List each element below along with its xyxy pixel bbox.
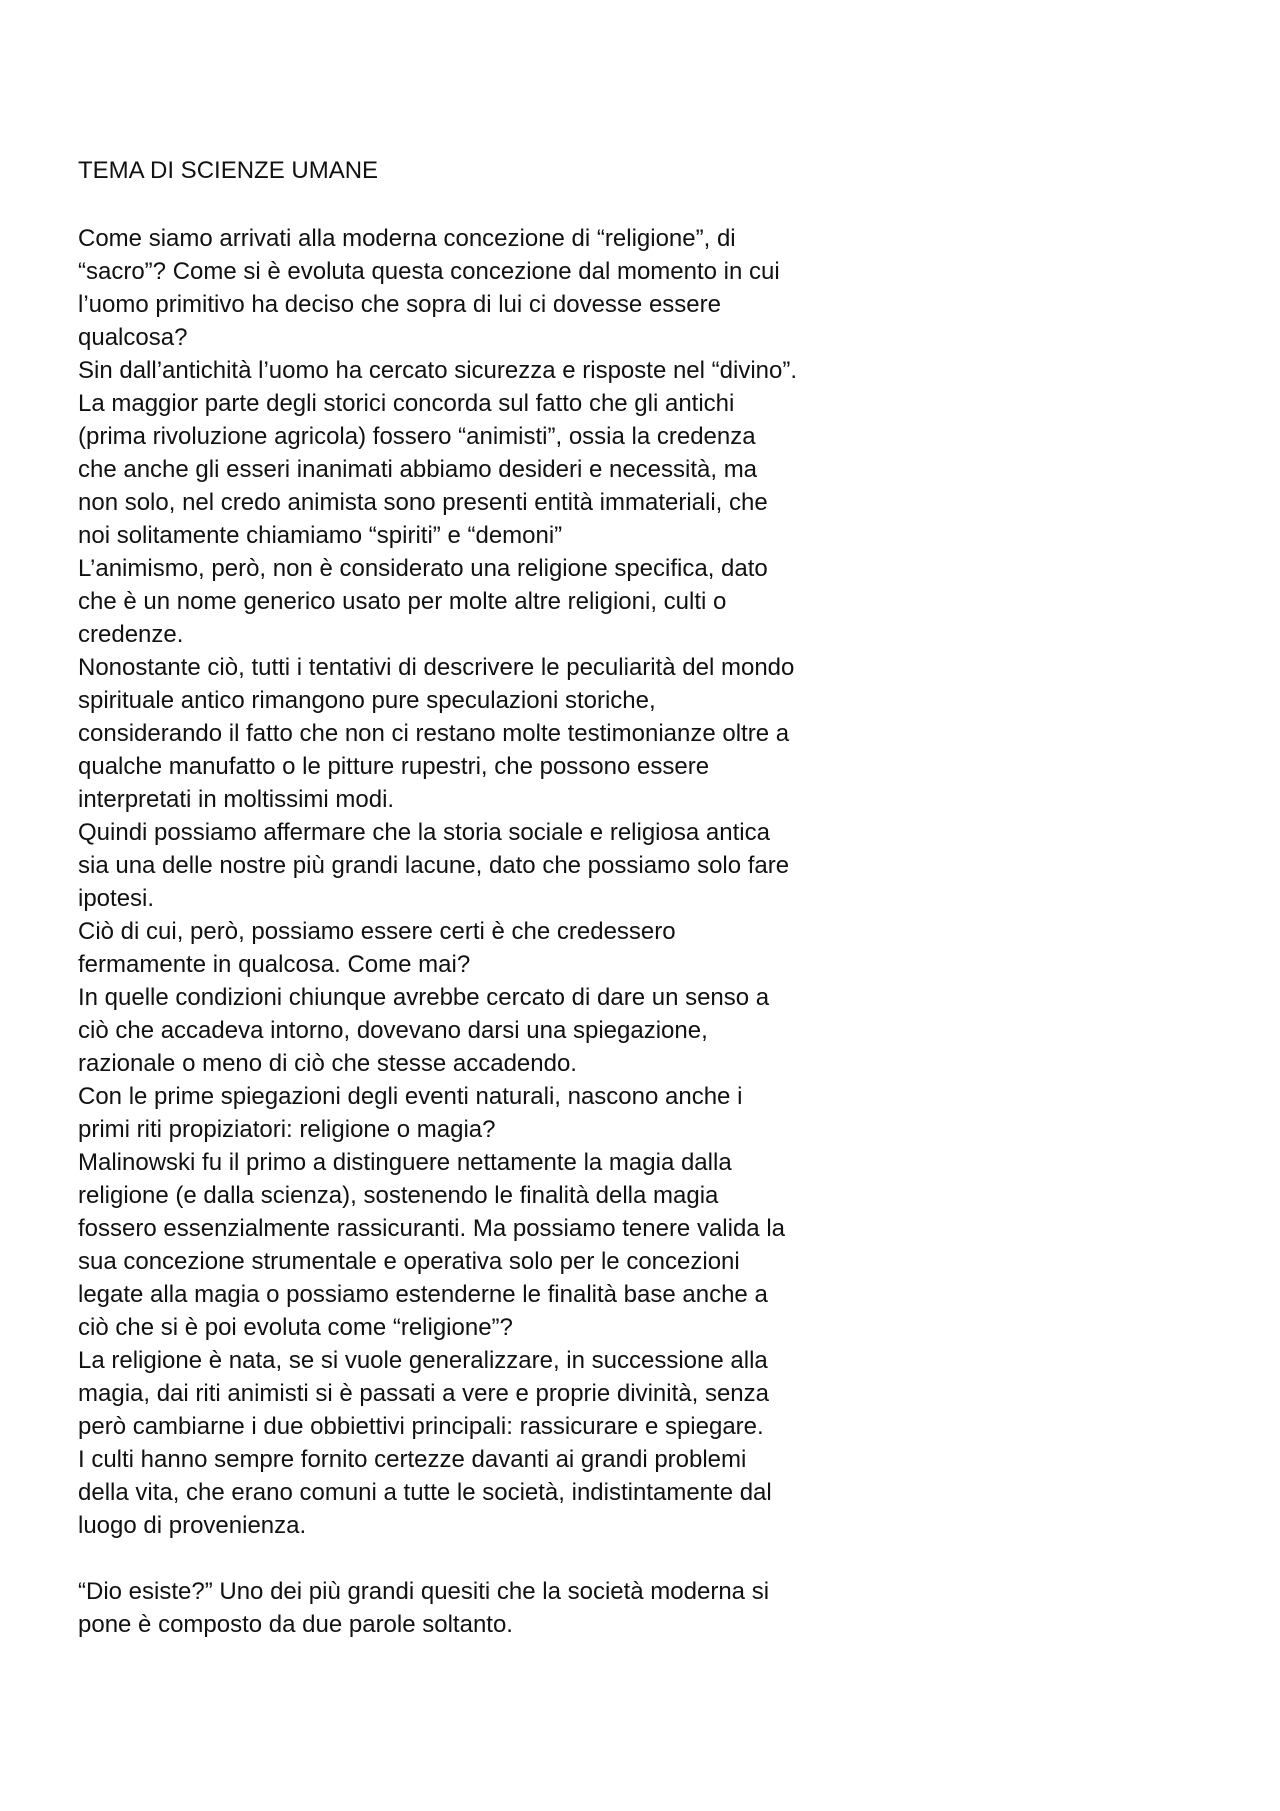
text-line: Malinowski fu il primo a distinguere nettamente la magia dalla [78, 1149, 732, 1176]
text-line: razionale o meno di ciò che stesse accadendo. [78, 1050, 577, 1077]
text-line: qualche manufatto o le pitture rupestri, che possono essere [78, 753, 710, 780]
text-line: Con le prime spiegazioni degli eventi naturali, nascono anche i [78, 1083, 743, 1110]
text-line: Come siamo arrivati alla moderna concezione di “religione”, di [78, 225, 736, 252]
text-line: In quelle condizioni chiunque avrebbe cercato di dare un senso a [78, 984, 770, 1011]
text-line: della vita, che erano comuni a tutte le società, indistintamente dal [78, 1479, 772, 1506]
text-line: ciò che accadeva intorno, dovevano darsi una spiegazione, [78, 1017, 708, 1044]
text-line: Sin dall’antichità l’uomo ha cercato sicurezza e risposte nel “divino”. [78, 357, 798, 384]
text-line: La religione è nata, se si vuole generalizzare, in successione alla [78, 1347, 768, 1374]
text-line: La maggior parte degli storici concorda sul fatto che gli antichi [78, 390, 735, 417]
document-title: TEMA DI SCIENZE UMANE [78, 157, 379, 184]
text-line: che è un nome generico usato per molte altre religioni, culti o [78, 588, 727, 615]
text-line: qualcosa? [78, 324, 188, 351]
text-line: fossero essenzialmente rassicuranti. Ma possiamo tenere valida la [78, 1215, 786, 1242]
text-line: noi solitamente chiamiamo “spiriti” e “demoni” [78, 522, 563, 549]
text-line: “Dio esiste?” Uno dei più grandi quesiti che la società moderna si [78, 1578, 770, 1605]
text-line: fermamente in qualcosa. Come mai? [78, 951, 471, 978]
text-line: I culti hanno sempre fornito certezze davanti ai grandi problemi [78, 1446, 747, 1473]
text-line: ipotesi. [78, 885, 155, 912]
text-line: Ciò di cui, però, possiamo essere certi è che credessero [78, 918, 676, 945]
text-line: spirituale antico rimangono pure speculazioni storiche, [78, 687, 656, 714]
text-line: “sacro”? Come si è evoluta questa concezione dal momento in cui [78, 258, 780, 285]
text-line: sia una delle nostre più grandi lacune, dato che possiamo solo fare [78, 852, 790, 879]
text-line: L’animismo, però, non è considerato una religione specifica, dato [78, 555, 768, 582]
text-line: però cambiarne i due obbiettivi principali: rassicurare e spiegare. [78, 1413, 764, 1440]
text-line: magia, dai riti animisti si è passati a vere e proprie divinità, senza [78, 1380, 769, 1407]
text-line: Quindi possiamo affermare che la storia sociale e religiosa antica [78, 819, 770, 846]
text-line: pone è composto da due parole soltanto. [78, 1611, 513, 1638]
text-line: interpretati in moltissimi modi. [78, 786, 395, 813]
text-line: considerando il fatto che non ci restano molte testimonianze oltre a [78, 720, 790, 747]
text-line: non solo, nel credo animista sono presenti entità immateriali, che [78, 489, 768, 516]
text-line: religione (e dalla scienza), sostenendo le finalità della magia [78, 1182, 719, 1209]
text-line: sua concezione strumentale e operativa solo per le concezioni [78, 1248, 740, 1275]
text-line: primi riti propiziatori: religione o magia? [78, 1116, 496, 1143]
text-line: che anche gli esseri inanimati abbiamo desideri e necessità, ma [78, 456, 758, 483]
text-line: legate alla magia o possiamo estenderne le finalità base anche a [78, 1281, 768, 1308]
text-line: Nonostante ciò, tutti i tentativi di descrivere le peculiarità del mondo [78, 654, 795, 681]
text-line: luogo di provenienza. [78, 1512, 307, 1539]
text-line: credenze. [78, 621, 184, 648]
text-line: l’uomo primitivo ha deciso che sopra di lui ci dovesse essere [78, 291, 721, 318]
text-line: (prima rivoluzione agricola) fossero “animisti”, ossia la credenza [78, 423, 756, 450]
text-line: ciò che si è poi evoluta come “religione”? [78, 1314, 513, 1341]
